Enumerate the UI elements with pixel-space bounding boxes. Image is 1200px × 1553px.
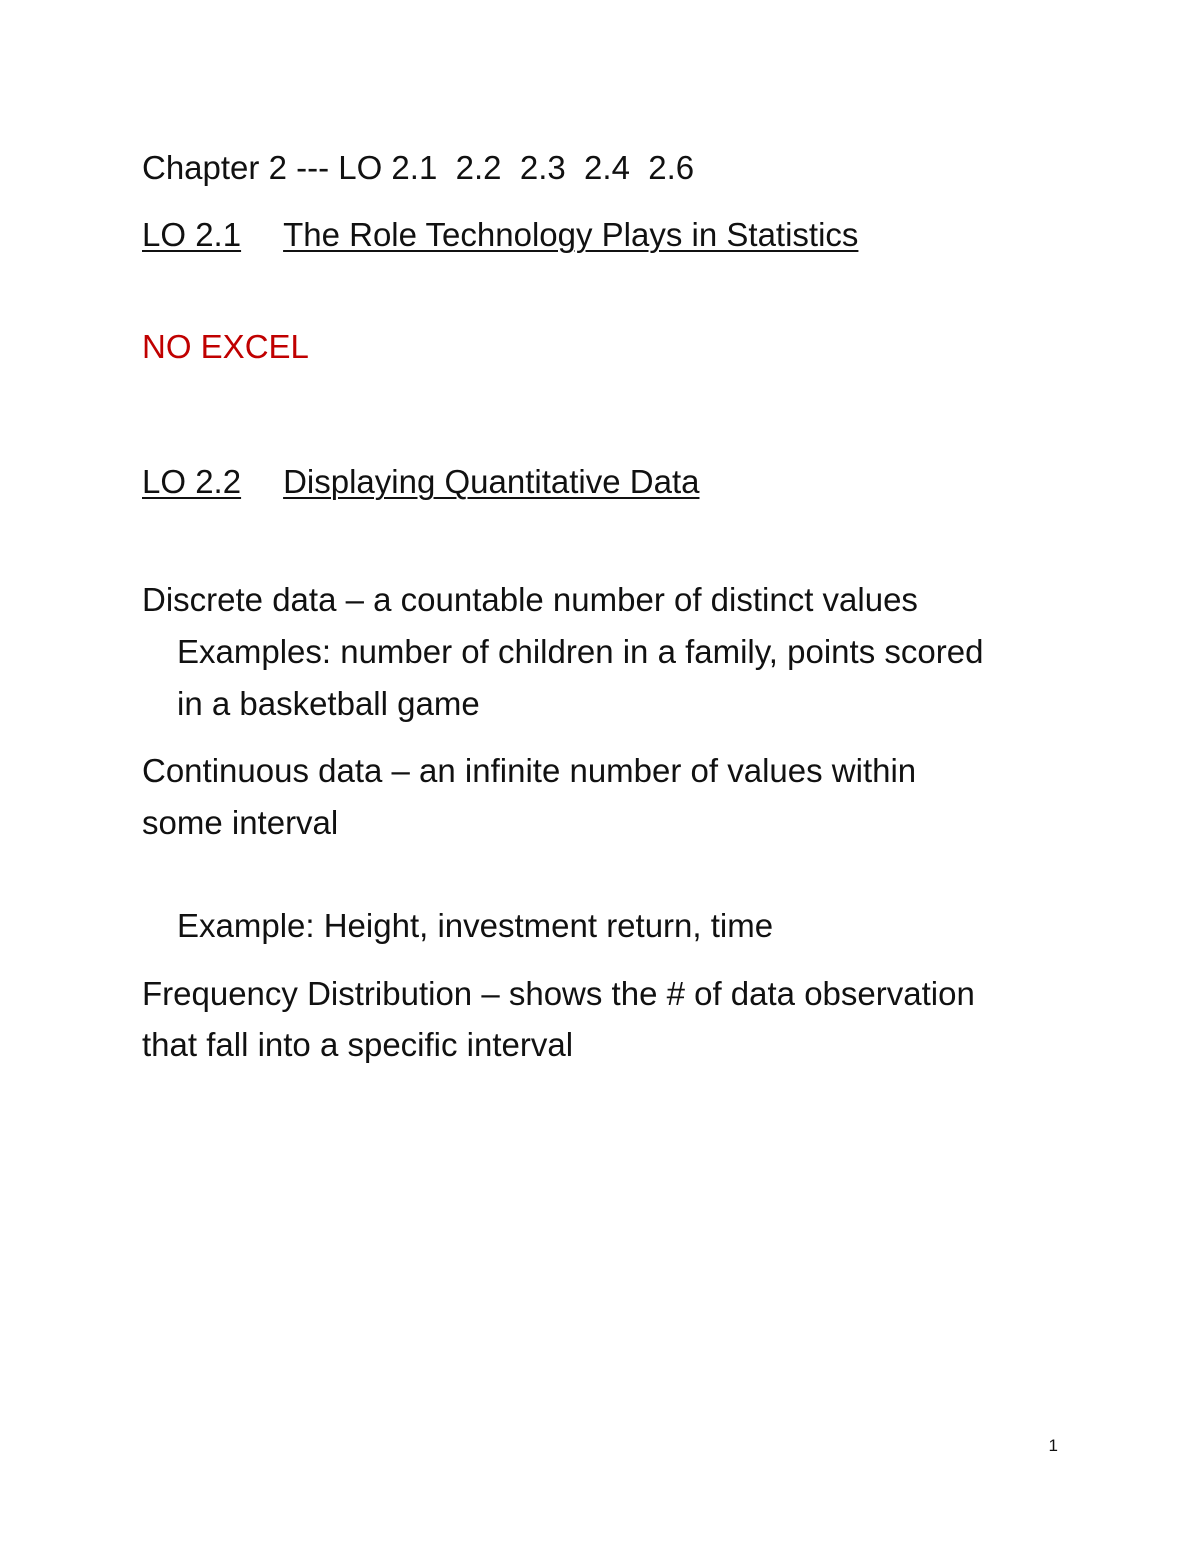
section-code: LO 2.2 (142, 463, 242, 500)
chapter-heading: Chapter 2 --- LO 2.1 2.2 2.3 2.4 2.6 (142, 149, 695, 186)
discrete-examples-line-2: in a basketball game (177, 685, 480, 722)
section-heading-lo-2-2 (142, 462, 699, 502)
continuous-definition-line-2: some interval (142, 804, 339, 841)
continuous-definition-line-1: Continuous data – an infinite number of values within (142, 752, 917, 789)
no-excel-note: NO EXCEL (142, 328, 309, 365)
frequency-definition-line-1: Frequency Distribution – shows the # of data observation (142, 975, 975, 1012)
continuous-example: Example: Height, investment return, time (177, 907, 774, 944)
page-number: 1 (1048, 1436, 1058, 1455)
section-title: Displaying Quantitative Data (283, 463, 700, 500)
section-code: LO 2.1 (142, 216, 242, 253)
discrete-definition: Discrete data – a countable number of distinct values (142, 581, 918, 618)
section-title: The Role Technology Plays in Statistics (283, 216, 859, 253)
frequency-definition-line-2: that fall into a specific interval (142, 1026, 574, 1063)
discrete-examples-line-1: Examples: number of children in a family, points scored (177, 633, 984, 670)
section-heading-lo-2-1 (142, 215, 858, 255)
